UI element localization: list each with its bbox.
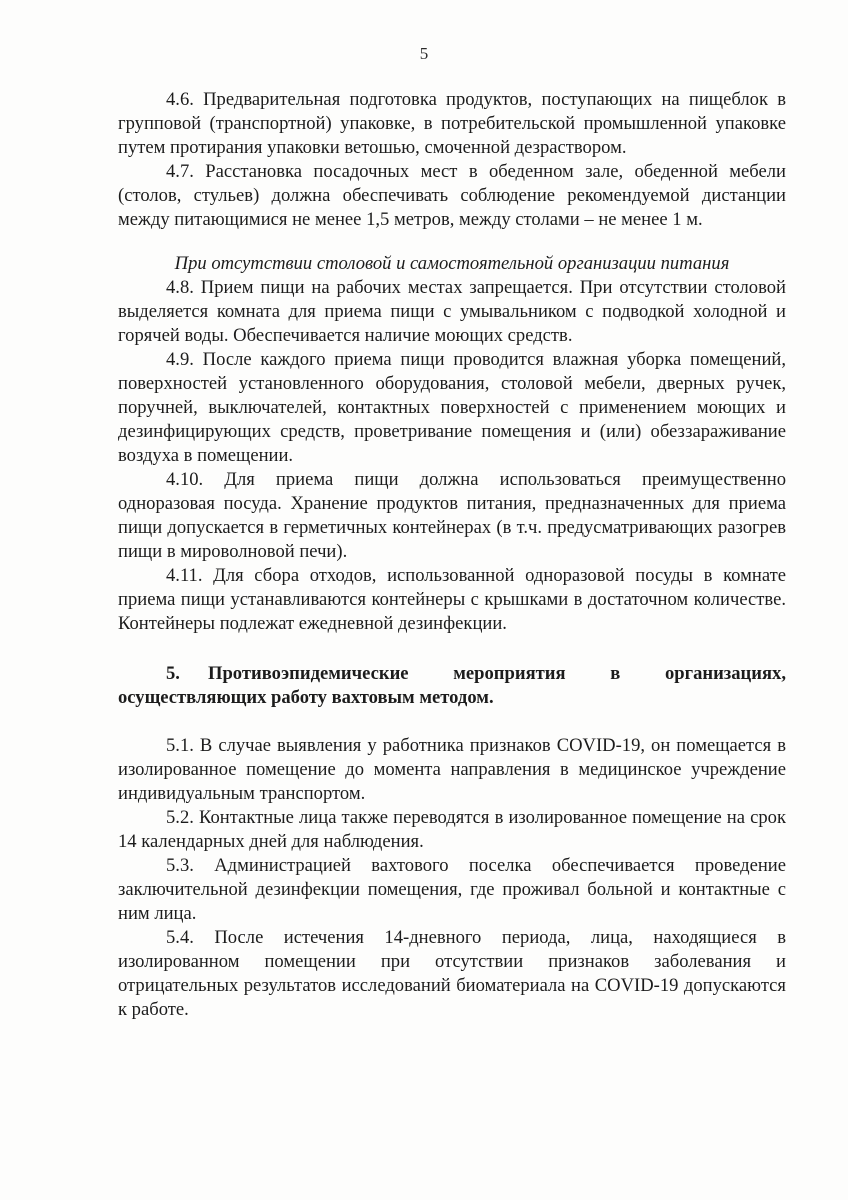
paragraph-5-4: 5.4. После истечения 14-дневного периода, лица, находящиеся в изолированном помещении при отсутствии признаков заболевания и отрицательных результатов исследований биоматериала на COVID-19 допускаются к работе. — [118, 927, 786, 1020]
document-body — [118, 88, 786, 1022]
paragraph-4-9: 4.9. После каждого приема пищи проводится влажная уборка помещений, поверхностей установленного оборудования, столовой мебели, дверных ручек, поручней, выключателей, контактных поверхностей с применением моющих и дезинфицирующих средств, проветривание помещения и (или) обеззараживание воздуха в помещении. — [118, 349, 786, 466]
spacer — [118, 710, 786, 734]
paragraph-5-3: 5.3. Администрацией вахтового поселка обеспечивается проведение заключительной дезинфекции помещения, где проживал больной и контактные с ним лица. — [118, 855, 786, 924]
section-5-number: 5. — [166, 663, 180, 684]
paragraph-4-8: 4.8. Прием пищи на рабочих местах запрещается. При отсутствии столовой выделяется комната для приема пищи с умывальником с подводкой холодной и горячей воды. Обеспечивается наличие моющих средств. — [118, 277, 786, 346]
section-5-title: Противоэпидемические мероприятия в организациях, осуществляющих работу вахтовым методом. — [118, 663, 786, 708]
section-5-heading — [118, 662, 786, 710]
paragraph-5-2: 5.2. Контактные лица также переводятся в изолированное помещение на срок 14 календарных дней для наблюдения. — [118, 807, 786, 852]
page-number: 5 — [419, 44, 429, 63]
paragraph-4-7: 4.7. Расстановка посадочных мест в обеденном зале, обеденной мебели (столов, стульев) должна обеспечивать соблюдение рекомендуемой дистанции между питающимися не менее 1,5 метров, между столами – не менее 1 м. — [118, 161, 786, 230]
paragraph-5-1: 5.1. В случае выявления у работника признаков COVID-19, он помещается в изолированное помещение до момента направления в медицинское учреждение индивидуальным транспортом. — [118, 735, 786, 804]
paragraph-4-11: 4.11. Для сбора отходов, использованной одноразовой посуды в комнате приема пищи устанавливаются контейнеры с крышками в достаточном количестве. Контейнеры подлежат ежедневной дезинфекции. — [118, 565, 786, 634]
paragraph-4-6: 4.6. Предварительная подготовка продуктов, поступающих на пищеблок в групповой (транспортной) упаковке, в потребительской промышленной упаковке путем протирания упаковки ветошью, смоченной дезраствором. — [118, 89, 786, 158]
subheading-no-canteen: При отсутствии столовой и самостоятельной организации питания — [174, 253, 730, 274]
paragraph-4-10: 4.10. Для приема пищи должна использоваться преимущественно одноразовая посуда. Хранение продуктов питания, предназначенных для приема пищи допускается в герметичных контейнерах (в т.ч. предусматривающих разогрев пищи в мироволновой печи). — [118, 469, 786, 562]
